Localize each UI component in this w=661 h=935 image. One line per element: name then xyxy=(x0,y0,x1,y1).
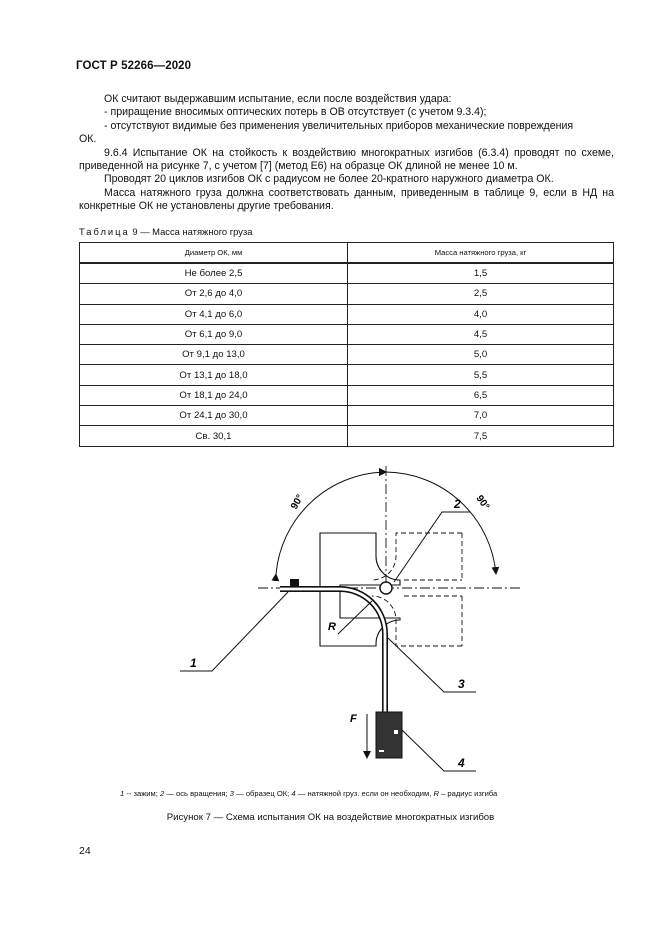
callout-2-leader xyxy=(394,512,470,582)
table-cell: 5,0 xyxy=(348,345,614,365)
force-label: F xyxy=(350,713,357,725)
table-cell: 7,0 xyxy=(348,406,614,426)
table-row xyxy=(80,284,614,304)
table-row xyxy=(80,385,614,405)
legend-num: R xyxy=(433,789,439,798)
legend-text: – радиус изгиба xyxy=(438,789,498,798)
table-caption xyxy=(79,226,252,237)
table-caption-prefix: Таблица xyxy=(79,226,130,237)
body-text xyxy=(79,93,614,214)
table-cell: От 13,1 до 18,0 xyxy=(80,365,348,385)
table-cell: 6,5 xyxy=(348,385,614,405)
table-row xyxy=(80,365,614,385)
table-cell: От 2,6 до 4,0 xyxy=(80,284,348,304)
legend-num: 1 xyxy=(120,789,125,798)
weight-marker xyxy=(379,750,384,752)
table-cell: От 18,1 до 24,0 xyxy=(80,385,348,405)
table-cell: Св. 30,1 xyxy=(80,426,348,446)
callout-4-leader xyxy=(402,730,476,771)
table-header-mass: Масса натяжного груза, кг xyxy=(348,243,614,264)
page-number: 24 xyxy=(79,845,91,857)
table-row xyxy=(80,426,614,446)
table-cell: 7,5 xyxy=(348,426,614,446)
legend-num: 3 xyxy=(229,789,234,798)
legend-num: 4 xyxy=(291,789,296,798)
table-row xyxy=(80,406,614,426)
table-row xyxy=(80,304,614,324)
table-cell: 4,5 xyxy=(348,324,614,344)
callout-3: 3 xyxy=(458,677,465,691)
angle-arc-right xyxy=(386,472,496,574)
paragraph: Масса натяжного груза должна соответствовать данным, приведенным в таблице 9, если в НД на конкретные ОК не установлены другие требования. xyxy=(79,186,614,213)
table-cell: Не более 2,5 xyxy=(80,263,348,284)
legend-text: — ось вращения; xyxy=(164,789,230,798)
figure-caption: Рисунок 7 — Схема испытания ОК на воздействие многократных изгибов xyxy=(166,812,495,823)
paragraph: Проводят 20 циклов изгибов ОК с радиусом не более 20-кратного наружного диаметра ОК. xyxy=(104,173,554,186)
table-cell: От 6,1 до 9,0 xyxy=(80,324,348,344)
table-header-diameter: Диаметр ОК, мм xyxy=(80,243,348,264)
callout-4: 4 xyxy=(458,756,465,770)
table-cell: От 9,1 до 13,0 xyxy=(80,345,348,365)
callout-2: 2 xyxy=(454,497,461,511)
mandrel-dashed-upper xyxy=(372,533,462,580)
rotation-axis-circle xyxy=(380,582,392,594)
clamp xyxy=(290,579,299,587)
table-cell: 5,5 xyxy=(348,365,614,385)
document-header: ГОСТ Р 52266—2020 xyxy=(76,60,192,72)
weight-marker xyxy=(394,730,398,734)
cable-sample xyxy=(280,589,385,712)
table-row xyxy=(80,324,614,344)
angle-label-right: 90° xyxy=(473,493,492,513)
paragraph: ОК. xyxy=(79,133,97,146)
table-cell: От 4,1 до 6,0 xyxy=(80,304,348,324)
callout-1: 1 xyxy=(190,656,197,670)
weight-table xyxy=(79,242,614,447)
figure-legend xyxy=(120,789,590,798)
table-caption-title: 9 — Масса натяжного груза xyxy=(129,226,253,237)
table-cell: 2,5 xyxy=(348,284,614,304)
bend-test-figure xyxy=(150,458,530,783)
table-cell: 1,5 xyxy=(348,263,614,284)
table-cell: 4,0 xyxy=(348,304,614,324)
legend-text: — образец ОК; xyxy=(234,789,292,798)
paragraph: - приращение вносимых оптических потерь в ОВ отсутствует (с учетом 9.3.4); xyxy=(104,106,487,119)
paragraph: ОК считают выдержавшим испытание, если после воздействия удара: xyxy=(104,93,452,105)
radius-label: R xyxy=(328,621,336,633)
angle-label-left: 90° xyxy=(289,492,307,512)
table-row xyxy=(80,345,614,365)
legend-text: -- зажим; xyxy=(124,789,160,798)
legend-num: 2 xyxy=(159,789,165,798)
angle-arc-left xyxy=(276,472,386,574)
cable-sample-core xyxy=(280,589,385,712)
paragraph: 9.6.4 Испытание ОК на стойкость к воздействию многократных изгибов (6.3.4) проводят по схеме, приведенной на рисунке 7, с учетом [7] (метод Е6) на образце ОК длиной не менее 10 м. xyxy=(79,146,614,173)
legend-text: — натяжной груз. если он необходим, xyxy=(295,789,434,798)
table-row xyxy=(80,263,614,284)
table-cell: От 24,1 до 30,0 xyxy=(80,406,348,426)
paragraph: - отсутствуют видимые без применения увеличительных приборов механические повреждения xyxy=(104,119,574,132)
